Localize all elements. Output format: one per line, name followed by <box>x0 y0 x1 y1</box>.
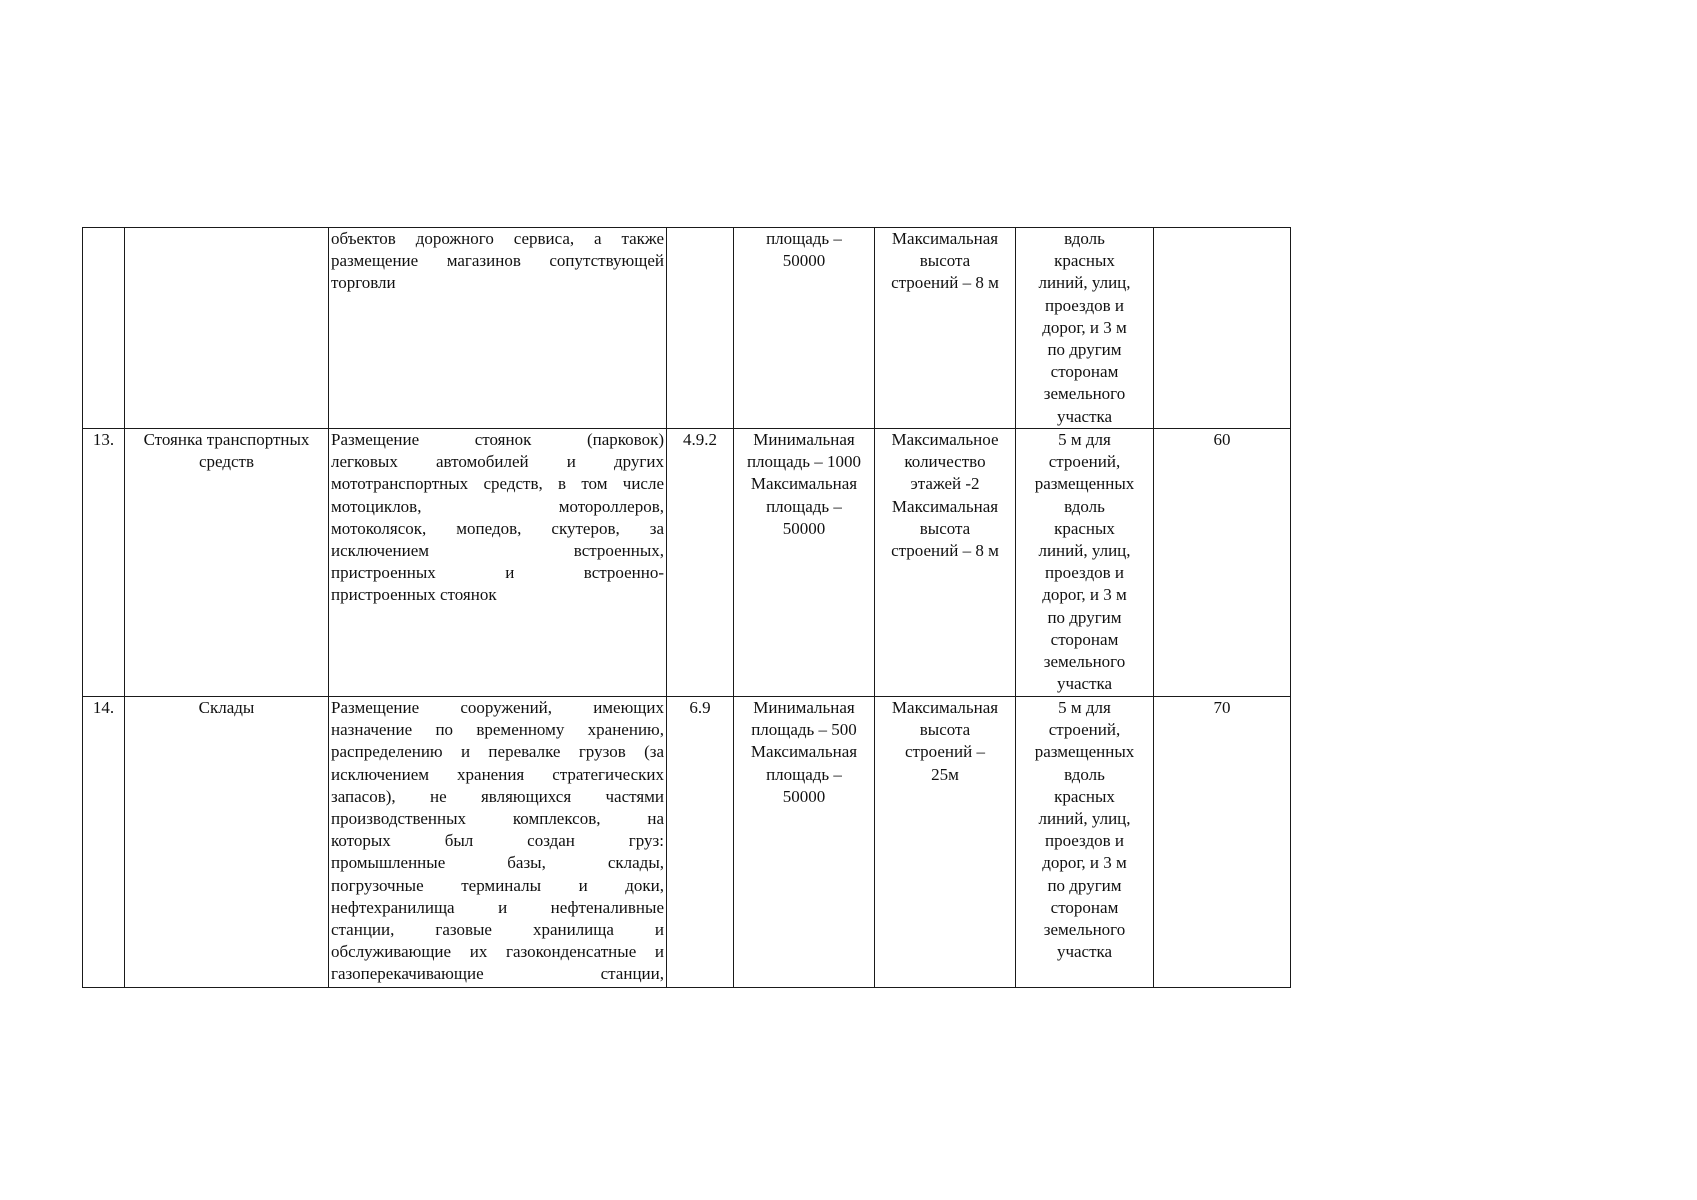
description-line: размещение магазинов сопутствующей <box>331 251 664 271</box>
row-number-cell: 13. <box>83 429 125 697</box>
row-number-cell: 14. <box>83 697 125 988</box>
zoning-regulations-table <box>82 227 1291 988</box>
description-line: исключением хранения стратегических <box>331 764 664 784</box>
use-description-cell <box>329 697 667 988</box>
description-line: которых был создан груз: <box>331 831 664 851</box>
setback-cell: вдоль красных линий, улиц, проездов и дорог, и 3 м по другим сторонам земельного участка <box>1016 228 1154 429</box>
plot-area-cell: Минимальная площадь – 500 Максимальная площадь – 50000 <box>734 697 875 988</box>
building-height-cell: Максимальная высота строений – 25м <box>875 697 1016 988</box>
description-line: мотоциклов, мотороллеров, <box>331 496 664 516</box>
description-line: мотоколясок, мопедов, скутеров, за <box>331 518 664 538</box>
description-line: пристроенных и встроенно- <box>331 563 664 583</box>
use-name-cell: Стоянка транспортных средств <box>125 429 329 697</box>
use-code-cell <box>667 228 734 429</box>
description-line: промышленные базы, склады, <box>331 853 664 873</box>
setback-cell: 5 м для строений, размещенных вдоль красных линий, улиц, проездов и дорог, и 3 м по другим сторонам земельного участка <box>1016 697 1154 988</box>
description-line: Размещение стоянок (парковок) <box>331 430 664 449</box>
description-line: запасов), не являющихся частями <box>331 786 664 806</box>
use-description-cell <box>329 228 667 429</box>
description-line: торговли <box>331 273 396 293</box>
description-line: мототранспортных средств, в том числе <box>331 474 664 494</box>
coverage-percent-cell <box>1154 228 1291 429</box>
use-description-cell <box>329 429 667 697</box>
description-line: Размещение сооружений, имеющих <box>331 698 664 717</box>
building-height-cell: Максимальное количество этажей -2 Максимальная высота строений – 8 м <box>875 429 1016 697</box>
table-row <box>83 228 1291 429</box>
description-line: легковых автомобилей и других <box>331 452 664 472</box>
description-line: исключением встроенных, <box>331 540 664 560</box>
description-line: пристроенных стоянок <box>331 585 497 605</box>
description-line: назначение по временному хранению, <box>331 720 664 740</box>
description-line: распределению и перевалке грузов (за <box>331 742 664 762</box>
plot-area-cell: площадь – 50000 <box>734 228 875 429</box>
setback-cell: 5 м для строений, размещенных вдоль красных линий, улиц, проездов и дорог, и 3 м по другим сторонам земельного участка <box>1016 429 1154 697</box>
row-number-cell <box>83 228 125 429</box>
description-line: производственных комплексов, на <box>331 808 664 828</box>
use-code-cell: 6.9 <box>667 697 734 988</box>
table-row <box>83 429 1291 697</box>
coverage-percent-cell: 60 <box>1154 429 1291 697</box>
coverage-percent-cell: 70 <box>1154 697 1291 988</box>
use-name-cell <box>125 228 329 429</box>
description-line: газоперекачивающие станции, <box>331 964 664 984</box>
description-line: обслуживающие их газоконденсатные и <box>331 942 664 962</box>
table-row <box>83 697 1291 988</box>
description-line: станции, газовые хранилища и <box>331 919 664 939</box>
use-name-cell: Склады <box>125 697 329 988</box>
plot-area-cell: Минимальная площадь – 1000 Максимальная площадь – 50000 <box>734 429 875 697</box>
building-height-cell: Максимальная высота строений – 8 м <box>875 228 1016 429</box>
use-code-cell: 4.9.2 <box>667 429 734 697</box>
description-line: нефтехранилища и нефтеналивные <box>331 897 664 917</box>
description-line: объектов дорожного сервиса, а также <box>331 229 664 248</box>
description-line: погрузочные терминалы и доки, <box>331 875 664 895</box>
